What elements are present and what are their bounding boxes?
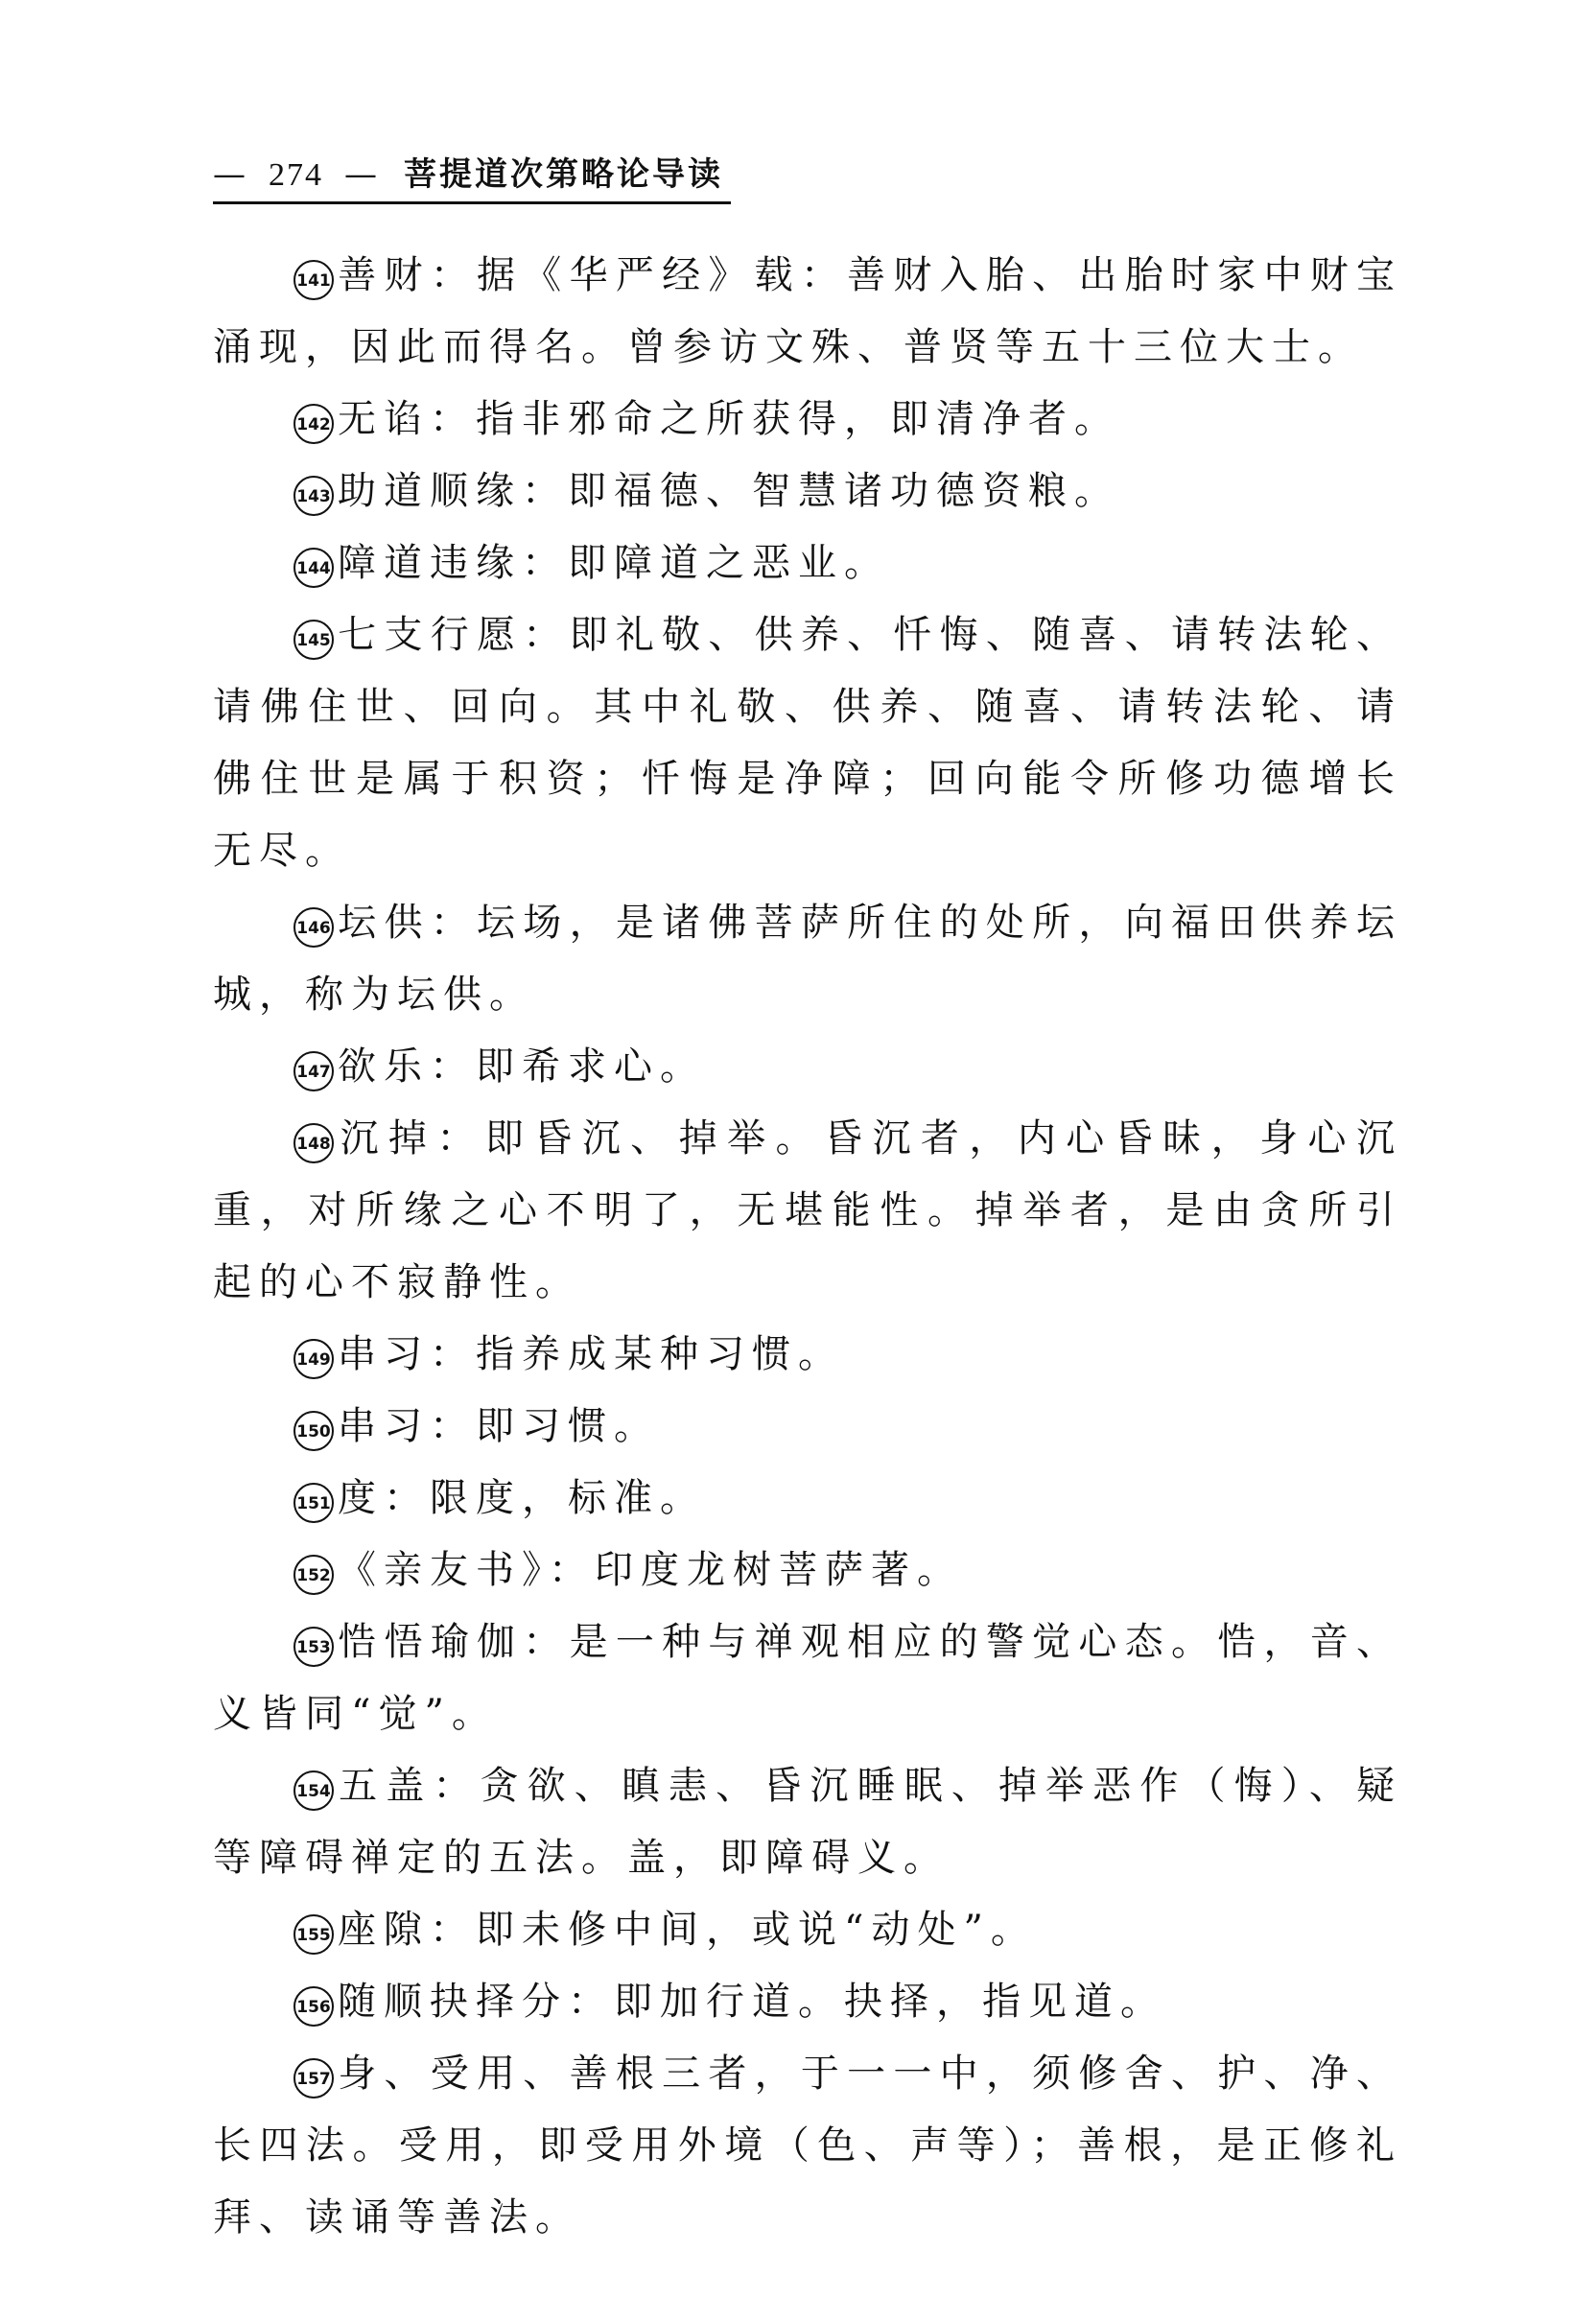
note-144 [213, 528, 1402, 599]
note-text: 欲乐：即希求心。 [338, 1044, 706, 1089]
note-text: 《亲友书》：印度龙树菩萨著。 [338, 1548, 963, 1592]
note-153 [213, 1606, 1402, 1750]
note-157 [213, 2038, 1402, 2254]
note-143 [213, 456, 1402, 528]
note-154 [213, 1750, 1402, 1894]
header-rule [213, 201, 731, 204]
note-text: 座隙：即未修中间，或说“动处”。 [338, 1908, 1037, 1952]
note-text: 助道顺缘：即福德、智慧诸功德资粮。 [338, 469, 1120, 513]
note-152 [213, 1535, 1402, 1606]
note-number: 155 [293, 1914, 334, 1955]
note-text: 障道违缘：即障道之恶业。 [338, 541, 890, 585]
note-145 [213, 599, 1402, 887]
note-146 [213, 887, 1402, 1031]
header-dash-right: — [344, 155, 379, 194]
note-number: 156 [293, 1986, 334, 2027]
note-number: 157 [293, 2058, 334, 2099]
header-dash-left: — [213, 155, 247, 194]
note-number: 146 [293, 907, 334, 948]
note-number: 152 [293, 1555, 334, 1595]
note-147 [213, 1031, 1402, 1103]
note-number: 145 [293, 620, 334, 660]
note-number: 154 [293, 1770, 334, 1811]
note-text: 善财：据《华严经》载：善财入胎、出胎时家中财宝涌现，因此而得名。曾参访文殊、普贤等五十三位大士。 [213, 253, 1402, 369]
running-header [213, 153, 1402, 196]
note-number: 144 [293, 548, 334, 588]
note-148 [213, 1103, 1402, 1319]
note-number: 151 [293, 1483, 334, 1523]
note-text: 串习：即习惯。 [338, 1404, 660, 1448]
notes-list [213, 240, 1402, 2254]
note-text: 坛供：坛场，是诸佛菩萨所住的处所，向福田供养坛城，称为坛供。 [213, 901, 1402, 1017]
note-text: 悎悟瑜伽：是一种与禅观相应的警觉心态。悎，音、义皆同“觉”。 [213, 1620, 1402, 1736]
note-number: 153 [293, 1627, 334, 1667]
note-text: 度：限度，标准。 [338, 1476, 706, 1520]
note-149 [213, 1319, 1402, 1391]
note-156 [213, 1966, 1402, 2038]
note-text: 五盖：贪欲、瞋恚、昏沉睡眠、掉举恶作（悔）、疑等障碍禅定的五法。盖，即障碍义。 [213, 1764, 1402, 1880]
note-142 [213, 384, 1402, 456]
note-number: 150 [293, 1411, 334, 1451]
note-number: 141 [293, 260, 334, 300]
note-text: 无谄：指非邪命之所获得，即清净者。 [338, 397, 1120, 441]
note-141 [213, 240, 1402, 384]
note-text: 随顺抉择分：即加行道。抉择，指见道。 [338, 1980, 1166, 2024]
note-number: 148 [293, 1123, 334, 1163]
note-number: 143 [293, 476, 334, 516]
note-155 [213, 1894, 1402, 1966]
note-number: 149 [293, 1339, 334, 1379]
note-number: 142 [293, 404, 334, 444]
note-text: 七支行愿：即礼敬、供养、忏悔、随喜、请转法轮、请佛住世、回向。其中礼敬、供养、随喜、请转法轮、请佛住世是属于积资；忏悔是净障；回向能令所修功德增长无尽。 [213, 613, 1402, 873]
note-text: 串习：指养成某种习惯。 [338, 1332, 844, 1376]
book-title: 菩提道次第略论导读 [404, 155, 723, 194]
page-number: 274 [269, 157, 323, 193]
note-number: 147 [293, 1051, 334, 1091]
note-150 [213, 1391, 1402, 1463]
note-text: 沉掉：即昏沉、掉举。昏沉者，内心昏昧，身心沉重，对所缘之心不明了，无堪能性。掉举者，是由贪所引起的心不寂静性。 [213, 1116, 1402, 1304]
note-text: 身、受用、善根三者，于一一中，须修舍、护、净、长四法。受用，即受用外境（色、声等）；善根，是正修礼拜、读诵等善法。 [213, 2052, 1402, 2239]
note-151 [213, 1463, 1402, 1535]
